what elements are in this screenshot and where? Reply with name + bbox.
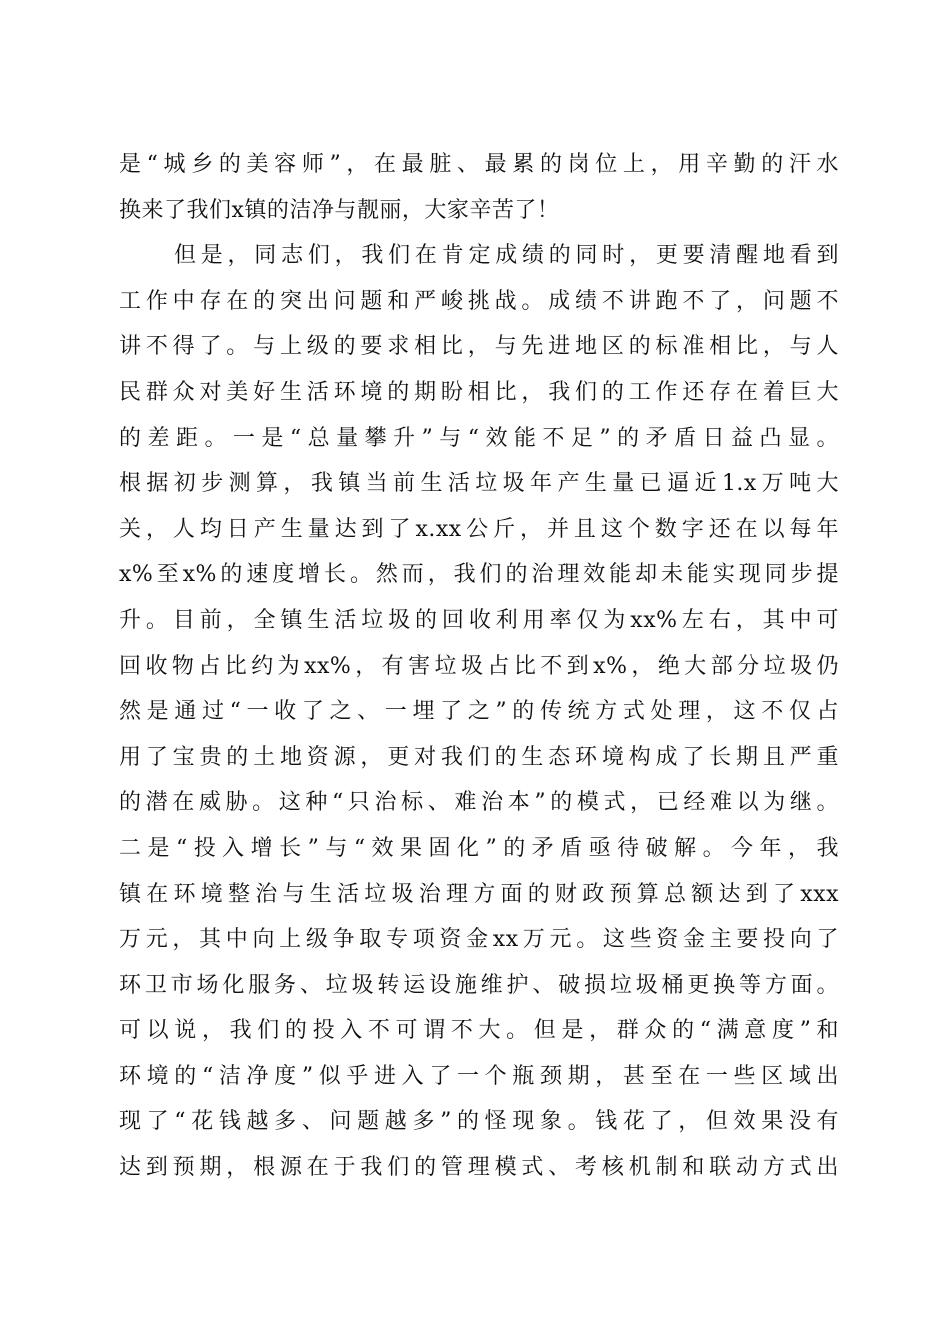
text-line: 是“城乡的美容师”，在最脏、最累的岗位上，用辛勤的汗水 xyxy=(119,152,839,177)
text-line: 然是通过“一收了之、一埋了之”的传统方式处理，这不仅占 xyxy=(119,699,839,725)
text-line: 环境的“洁净度”似乎进入了一个瓶颈期，甚至在一些区域出 xyxy=(119,1063,839,1089)
text-line: 的差距。一是“总量攀升”与“效能不足”的矛盾日益凸显。 xyxy=(119,425,839,451)
text-line: 升。目前，全镇生活垃圾的回收利用率仅为xx%左右，其中可 xyxy=(119,607,839,633)
text-line: 民群众对美好生活环境的期盼相比，我们的工作还存在着巨大 xyxy=(119,379,839,405)
text-line: 环卫市场化服务、垃圾转运设施维护、破损垃圾桶更换等方面。 xyxy=(119,972,839,998)
text-line: 可以说，我们的投入不可谓不大。但是，群众的“满意度”和 xyxy=(119,1018,839,1044)
body-text xyxy=(119,142,839,1191)
text-line: 现了“花钱越多、问题越多”的怪现象。钱花了，但效果没有 xyxy=(119,1109,839,1135)
text-line: 二是“投入增长”与“效果固化”的矛盾亟待破解。今年，我 xyxy=(119,835,839,861)
paragraph-first-line: 但是，同志们，我们在肯定成绩的同时，更要清醒地看到 xyxy=(174,243,839,269)
text-line: 用了宝贵的土地资源，更对我们的生态环境构成了长期且严重 xyxy=(119,744,839,770)
text-line: 达到预期，根源在于我们的管理模式、考核机制和联动方式出 xyxy=(119,1155,839,1181)
text-line: 讲不得了。与上级的要求相比，与先进地区的标准相比，与人 xyxy=(119,334,839,360)
text-line: 换来了我们x镇的洁净与靓丽，大家辛苦了！ xyxy=(119,197,560,223)
text-line: 的潜在威胁。这种“只治标、难治本”的模式，已经难以为继。 xyxy=(119,790,839,816)
text-line: 镇在环境整治与生活垃圾治理方面的财政预算总额达到了xxx xyxy=(119,881,839,907)
text-line: 根据初步测算，我镇当前生活垃圾年产生量已逼近1.x万吨大 xyxy=(119,471,839,497)
text-line: x%至x%的速度增长。然而，我们的治理效能却未能实现同步提 xyxy=(119,562,839,588)
text-line: 关，人均日产生量达到了x.xx公斤，并且这个数字还在以每年 xyxy=(119,516,839,542)
text-line: 万元，其中向上级争取专项资金xx万元。这些资金主要投向了 xyxy=(119,927,839,953)
text-line: 回收物占比约为xx%，有害垃圾占比不到x%，绝大部分垃圾仍 xyxy=(119,653,839,679)
text-line: 工作中存在的突出问题和严峻挑战。成绩不讲跑不了，问题不 xyxy=(119,288,839,314)
